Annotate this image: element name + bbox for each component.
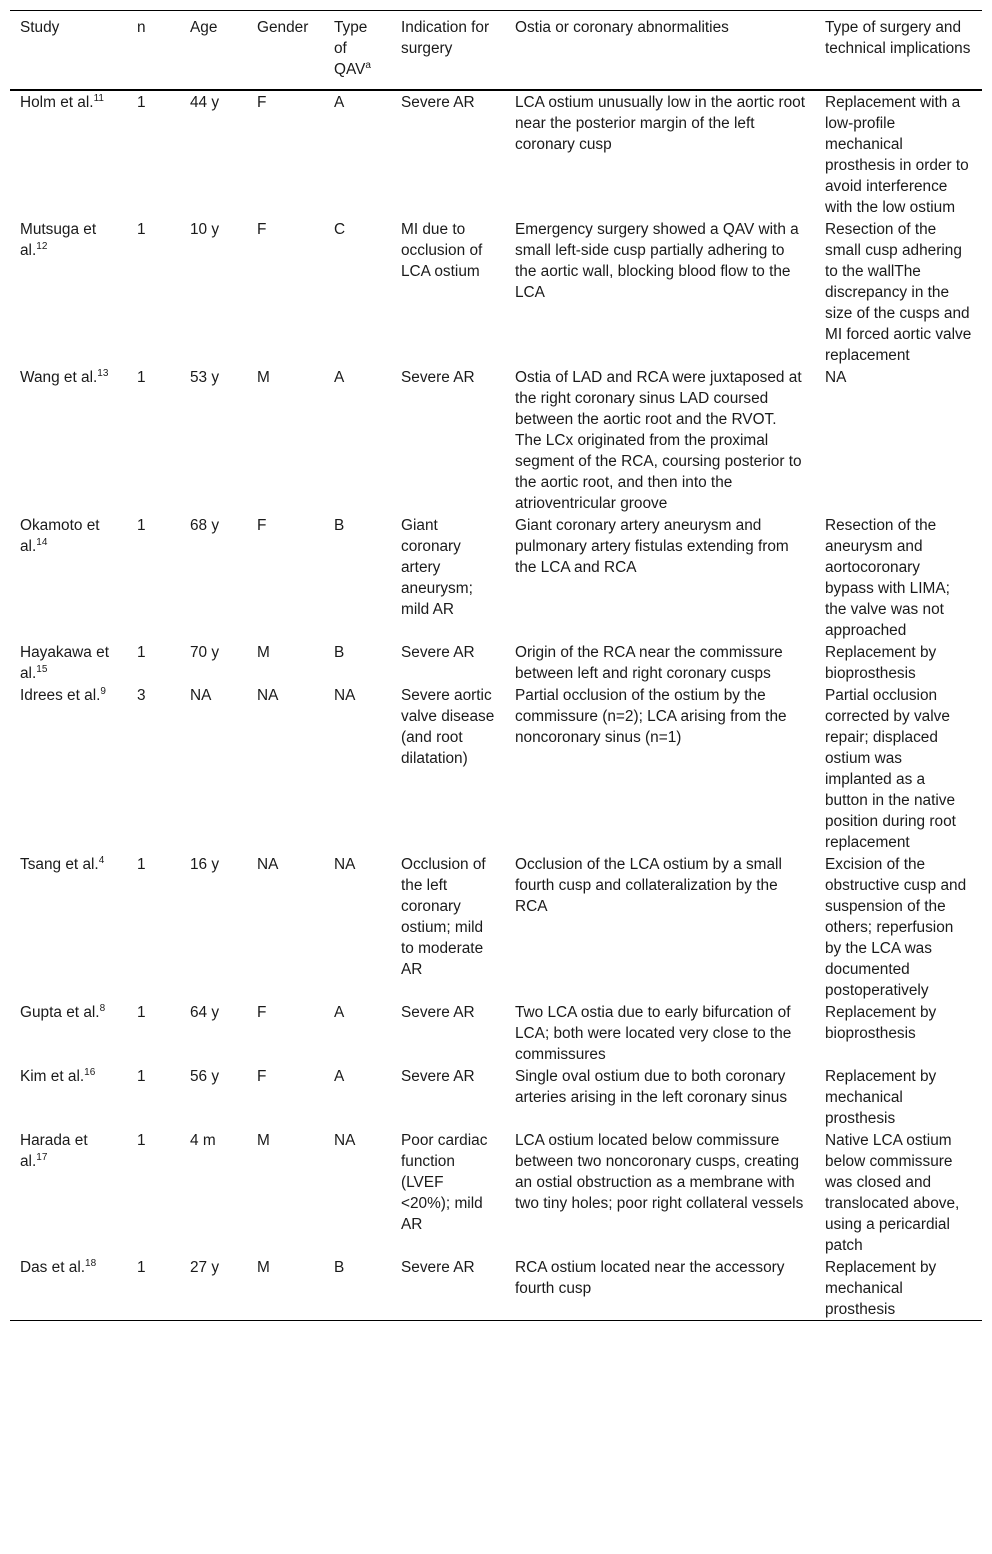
cell-gender: NA xyxy=(257,856,279,873)
cell-age: 44 y xyxy=(190,94,220,111)
cell-age: 4 m xyxy=(190,1132,216,1149)
cell-gender: F xyxy=(257,1004,267,1021)
cell-indication: Severe aortic valve disease (and root dilatation) xyxy=(401,687,495,767)
col-header-study: Study xyxy=(20,19,60,36)
col-header-age: Age xyxy=(190,19,218,36)
cell-surgery: Resection of the aneurysm and aortocoronary bypass with LIMA; the valve was not approached xyxy=(825,517,950,639)
cell-ostia: Occlusion of the LCA ostium by a small fourth cusp and collateralization by the RCA xyxy=(515,856,782,915)
study-name: Idrees et al. xyxy=(20,687,101,704)
reference-number: 9 xyxy=(100,685,106,697)
cell-indication: Severe AR xyxy=(401,1259,475,1276)
cell-ostia: Origin of the RCA near the commissure between left and right coronary cusps xyxy=(515,644,783,682)
footnote-marker: a xyxy=(365,59,371,71)
cell-study xyxy=(10,1129,127,1256)
col-header-surgery: Type of surgery and technical implications xyxy=(825,19,971,57)
cell-gender: NA xyxy=(257,687,279,704)
col-header-type-qav-label: Type of QAV xyxy=(334,19,368,78)
cell-indication: Severe AR xyxy=(401,1068,475,1085)
cell-ostia: LCA ostium located below commissure between two noncoronary cusps, creating an ostial obstruction as a membrane with two tiny holes; poor right collateral vessels xyxy=(515,1132,804,1212)
reference-number: 14 xyxy=(36,536,48,548)
cell-study xyxy=(10,853,127,1001)
header-row xyxy=(10,11,982,91)
cell-type-qav: B xyxy=(334,517,345,534)
cell-age: 16 y xyxy=(190,856,220,873)
study-name: Hayakawa et al. xyxy=(20,644,109,682)
cell-type-qav: A xyxy=(334,369,345,386)
cell-n: 1 xyxy=(137,644,146,661)
cell-indication: Severe AR xyxy=(401,644,475,661)
cell-ostia: Two LCA ostia due to early bifurcation of LCA; both were located very close to the commissures xyxy=(515,1004,792,1063)
reference-number: 11 xyxy=(93,92,104,104)
table-row xyxy=(10,684,982,853)
cell-study xyxy=(10,1256,127,1321)
cell-gender: M xyxy=(257,369,270,386)
reference-number: 16 xyxy=(84,1066,96,1078)
cell-type-qav: C xyxy=(334,221,346,238)
table-row xyxy=(10,1129,982,1256)
cell-n: 1 xyxy=(137,1068,146,1085)
cell-surgery: Resection of the small cusp adhering to the wallThe discrepancy in the size of the cusps and MI forced aortic valve replacement xyxy=(825,221,972,364)
table-row xyxy=(10,90,982,218)
cell-study xyxy=(10,1065,127,1129)
cell-age: 64 y xyxy=(190,1004,220,1021)
cell-age: 68 y xyxy=(190,517,220,534)
qav-studies-table xyxy=(10,10,982,1321)
cell-study xyxy=(10,366,127,514)
cell-gender: M xyxy=(257,1259,270,1276)
cell-age: 70 y xyxy=(190,644,220,661)
cell-type-qav: NA xyxy=(334,856,356,873)
table-row xyxy=(10,1256,982,1321)
cell-ostia: LCA ostium unusually low in the aortic root near the posterior margin of the left coronary cusp xyxy=(515,94,806,153)
cell-study xyxy=(10,218,127,366)
cell-study xyxy=(10,90,127,218)
cell-indication: Occlusion of the left coronary ostium; mild to moderate AR xyxy=(401,856,486,978)
study-name: Tsang et al. xyxy=(20,856,99,873)
study-name: Das et al. xyxy=(20,1259,86,1276)
col-header-type-qav xyxy=(324,11,391,91)
cell-indication: Giant coronary artery aneurysm; mild AR xyxy=(401,517,473,618)
table-row xyxy=(10,641,982,684)
cell-type-qav: A xyxy=(334,94,345,111)
cell-ostia: Single oval ostium due to both coronary arteries arising in the left coronary sinus xyxy=(515,1068,788,1106)
cell-indication: Poor cardiac function (LVEF <20%); mild AR xyxy=(401,1132,488,1233)
cell-surgery: Replacement by mechanical prosthesis xyxy=(825,1068,937,1127)
cell-gender: M xyxy=(257,1132,270,1149)
col-header-ostia: Ostia or coronary abnormalities xyxy=(515,19,729,36)
col-header-indication: Indication for surgery xyxy=(401,19,490,57)
cell-n: 3 xyxy=(137,687,146,704)
cell-type-qav: NA xyxy=(334,687,356,704)
cell-gender: M xyxy=(257,644,270,661)
col-header-n: n xyxy=(137,19,146,36)
study-name: Gupta et al. xyxy=(20,1004,100,1021)
cell-ostia: RCA ostium located near the accessory fourth cusp xyxy=(515,1259,785,1297)
cell-type-qav: B xyxy=(334,1259,345,1276)
cell-study xyxy=(10,684,127,853)
table-row xyxy=(10,366,982,514)
cell-indication: Severe AR xyxy=(401,369,475,386)
cell-surgery: Replacement with a low-profile mechanical prosthesis in order to avoid interference with the low ostium xyxy=(825,94,969,216)
cell-age: 56 y xyxy=(190,1068,220,1085)
cell-type-qav: A xyxy=(334,1004,345,1021)
cell-surgery: Replacement by bioprosthesis xyxy=(825,1004,937,1042)
cell-n: 1 xyxy=(137,517,146,534)
reference-number: 8 xyxy=(99,1002,106,1014)
cell-indication: Severe AR xyxy=(401,1004,475,1021)
cell-surgery: NA xyxy=(825,369,847,386)
cell-surgery: Replacement by mechanical prosthesis xyxy=(825,1259,937,1318)
study-name: Kim et al. xyxy=(20,1068,85,1085)
study-name: Wang et al. xyxy=(20,369,98,386)
cell-type-qav: A xyxy=(334,1068,345,1085)
cell-indication: Severe AR xyxy=(401,94,475,111)
cell-study xyxy=(10,641,127,684)
cell-n: 1 xyxy=(137,856,146,873)
reference-number: 13 xyxy=(97,367,109,379)
cell-n: 1 xyxy=(137,1004,146,1021)
table-row xyxy=(10,1001,982,1065)
cell-age: NA xyxy=(190,687,212,704)
cell-gender: F xyxy=(257,1068,267,1085)
cell-indication: MI due to occlusion of LCA ostium xyxy=(401,221,483,280)
cell-ostia: Giant coronary artery aneurysm and pulmonary artery fistulas extending from the LCA and RCA xyxy=(515,517,789,576)
cell-n: 1 xyxy=(137,1259,146,1276)
cell-study xyxy=(10,514,127,641)
study-name: Harada et al. xyxy=(20,1132,88,1170)
table-header xyxy=(10,11,982,91)
cell-ostia: Ostia of LAD and RCA were juxtaposed at the right coronary sinus LAD coursed between the aortic root and the RVOT. The LCx originated from the proximal segment of the RCA, coursing posterior to the aortic root, and then into the atrioventricular groove xyxy=(515,369,802,512)
cell-age: 53 y xyxy=(190,369,220,386)
cell-n: 1 xyxy=(137,369,146,386)
reference-number: 18 xyxy=(85,1257,97,1269)
reference-number: 12 xyxy=(36,240,48,252)
cell-gender: F xyxy=(257,94,267,111)
cell-surgery: Replacement by bioprosthesis xyxy=(825,644,937,682)
cell-type-qav: NA xyxy=(334,1132,356,1149)
cell-gender: F xyxy=(257,221,267,238)
table-row xyxy=(10,1065,982,1129)
study-name: Okamoto et al. xyxy=(20,517,100,555)
reference-number: 17 xyxy=(36,1151,48,1163)
cell-surgery: Native LCA ostium below commissure was closed and translocated above, using a pericardial patch xyxy=(825,1132,960,1254)
cell-ostia: Partial occlusion of the ostium by the commissure (n=2); LCA arising from the noncoronary sinus (n=1) xyxy=(515,687,787,746)
cell-n: 1 xyxy=(137,221,146,238)
study-name: Mutsuga et al. xyxy=(20,221,97,259)
cell-study xyxy=(10,1001,127,1065)
table-body xyxy=(10,90,982,1321)
cell-surgery: Partial occlusion corrected by valve repair; displaced ostium was implanted as a button in the native position during root replacement xyxy=(825,687,956,851)
cell-surgery: Excision of the obstructive cusp and suspension of the others; reperfusion by the LCA was documented postoperatively xyxy=(825,856,967,999)
cell-type-qav: B xyxy=(334,644,345,661)
col-header-gender: Gender xyxy=(257,19,309,36)
cell-n: 1 xyxy=(137,1132,146,1149)
cell-gender: F xyxy=(257,517,267,534)
reference-number: 15 xyxy=(36,663,48,675)
cell-age: 27 y xyxy=(190,1259,220,1276)
study-name: Holm et al. xyxy=(20,94,94,111)
table-row xyxy=(10,853,982,1001)
table-row xyxy=(10,514,982,641)
cell-age: 10 y xyxy=(190,221,220,238)
cell-n: 1 xyxy=(137,94,146,111)
table-container xyxy=(10,10,982,1321)
table-row xyxy=(10,218,982,366)
cell-ostia: Emergency surgery showed a QAV with a small left-side cusp partially adhering to the aortic wall, blocking blood flow to the LCA xyxy=(515,221,799,301)
reference-number: 4 xyxy=(98,854,105,866)
